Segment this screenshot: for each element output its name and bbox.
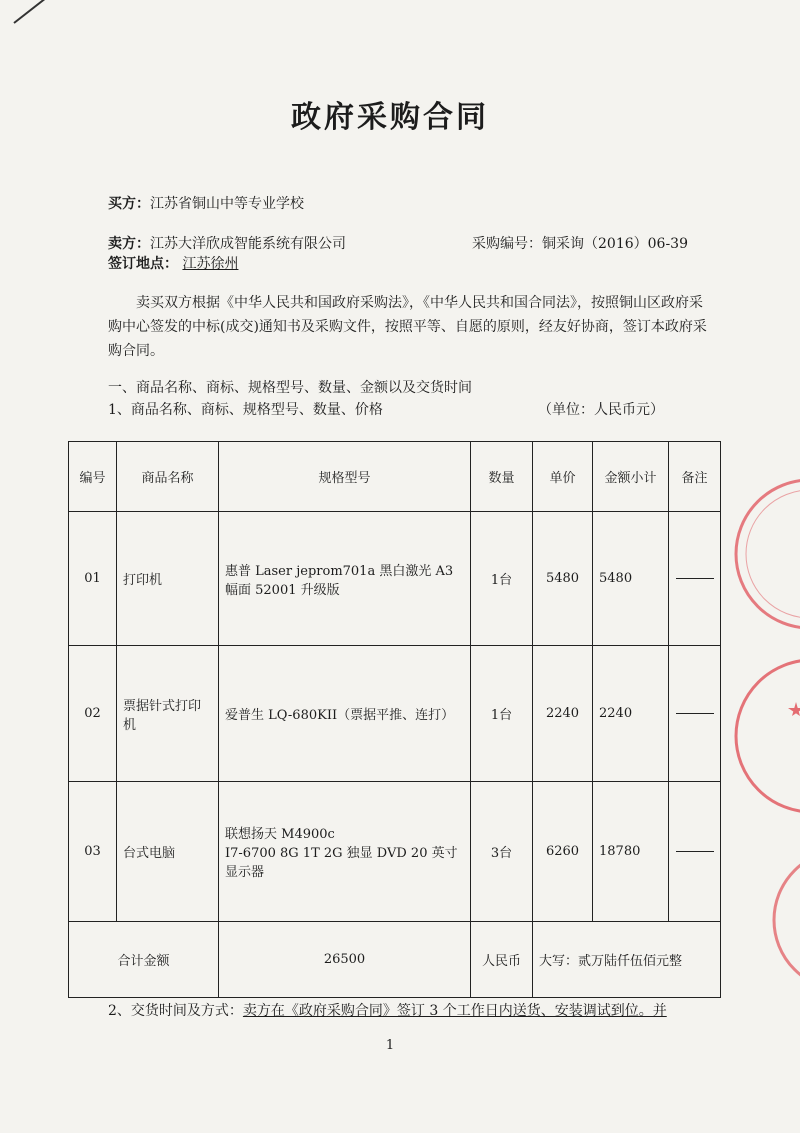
total-label: 合计金额 bbox=[69, 922, 219, 998]
table-header-row bbox=[69, 442, 721, 512]
spec-line: I7-6700 8G 1T 2G 独显 DVD 20 英寸显示器 bbox=[225, 846, 458, 880]
seal-stamp-bottom bbox=[764, 860, 800, 980]
sign-place-value: 江苏徐州 bbox=[182, 256, 239, 272]
cell-spec: 惠普 Laser jeprom701a 黑白激光 A3 幅面 52001 升级版 bbox=[219, 512, 471, 646]
sign-place-label: 签订地点： bbox=[108, 256, 178, 272]
seal-stamp-middle bbox=[728, 650, 800, 830]
cell-price: 2240 bbox=[533, 646, 593, 782]
buyer-name: 江苏省铜山中等专业学校 bbox=[150, 196, 304, 212]
page-title: 政府采购合同 bbox=[291, 100, 489, 135]
sign-place-line bbox=[108, 253, 252, 273]
cell-remark bbox=[669, 646, 721, 782]
header-cell: 单价 bbox=[533, 442, 593, 512]
cell-name: 票据针式打印机 bbox=[117, 646, 219, 782]
delivery-label: 2、交货时间及方式： bbox=[108, 1003, 243, 1019]
table-total-row bbox=[69, 922, 721, 998]
subsection-heading: 1、商品名称、商标、规格型号、数量、价格 bbox=[108, 402, 383, 418]
cell-no: 03 bbox=[69, 782, 117, 922]
seller-label: 卖方： bbox=[108, 236, 150, 252]
total-amount: 26500 bbox=[219, 922, 471, 998]
delivery-text: 卖方在《政府采购合同》签订 3 个工作日内送货、安装调试到位。并 bbox=[242, 1003, 667, 1019]
purchase-no-line bbox=[472, 233, 688, 253]
cell-name: 打印机 bbox=[117, 512, 219, 646]
seller-name: 江苏大洋欣成智能系统有限公司 bbox=[150, 236, 346, 252]
spec-line: 联想扬天 M4900c bbox=[225, 827, 335, 842]
cell-remark bbox=[669, 782, 721, 922]
header-cell: 商品名称 bbox=[117, 442, 219, 512]
cell-qty: 1台 bbox=[471, 646, 533, 782]
page-number: 1 bbox=[385, 1038, 395, 1053]
seal-stamp-top bbox=[724, 472, 800, 642]
cell-no: 01 bbox=[69, 512, 117, 646]
header-cell: 数量 bbox=[471, 442, 533, 512]
cell-no: 02 bbox=[69, 646, 117, 782]
buyer-label: 买方： bbox=[108, 196, 150, 212]
header-cell: 金额小计 bbox=[593, 442, 669, 512]
cell-remark bbox=[669, 512, 721, 646]
cell-spec: 爱普生 LQ-680KII（票据平推、连打） bbox=[219, 646, 471, 782]
header-cell: 备注 bbox=[669, 442, 721, 512]
purchase-no-label: 采购编号： bbox=[472, 236, 542, 252]
total-currency: 人民币 bbox=[471, 922, 533, 998]
total-upper: 大写：贰万陆仟伍佰元整 bbox=[533, 922, 721, 998]
cell-subtotal: 2240 bbox=[593, 646, 669, 782]
cell-price: 6260 bbox=[533, 782, 593, 922]
unit-note: （单位：人民币元） bbox=[538, 402, 664, 418]
scan-mark bbox=[13, 0, 46, 24]
header-cell: 编号 bbox=[69, 442, 117, 512]
header-cell: 规格型号 bbox=[219, 442, 471, 512]
blank-line bbox=[676, 851, 714, 852]
cell-spec bbox=[219, 782, 471, 922]
cell-qty: 1台 bbox=[471, 512, 533, 646]
seller-line bbox=[108, 233, 346, 253]
blank-line bbox=[676, 713, 714, 714]
goods-table bbox=[68, 441, 721, 998]
table-row bbox=[69, 782, 721, 922]
cell-price: 5480 bbox=[533, 512, 593, 646]
purchase-no-value: 铜采询（2016）06-39 bbox=[542, 236, 688, 252]
cell-qty: 3台 bbox=[471, 782, 533, 922]
table-row bbox=[69, 646, 721, 782]
cell-subtotal: 5480 bbox=[593, 512, 669, 646]
blank-line bbox=[676, 578, 714, 579]
cell-name: 台式电脑 bbox=[117, 782, 219, 922]
section-heading: 一、商品名称、商标、规格型号、数量、金额以及交货时间 bbox=[108, 380, 472, 396]
buyer-line bbox=[108, 193, 304, 213]
table-row bbox=[69, 512, 721, 646]
delivery-line bbox=[108, 1000, 667, 1020]
intro-paragraph: 卖买双方根据《中华人民共和国政府采购法》，《中华人民共和国合同法》，按照铜山区政府采购中心签发的中标(成交)通知书及采购文件，按照平等、自愿的原则，经友好协商，签订本政府采购合同。 bbox=[108, 295, 707, 359]
cell-subtotal: 18780 bbox=[593, 782, 669, 922]
